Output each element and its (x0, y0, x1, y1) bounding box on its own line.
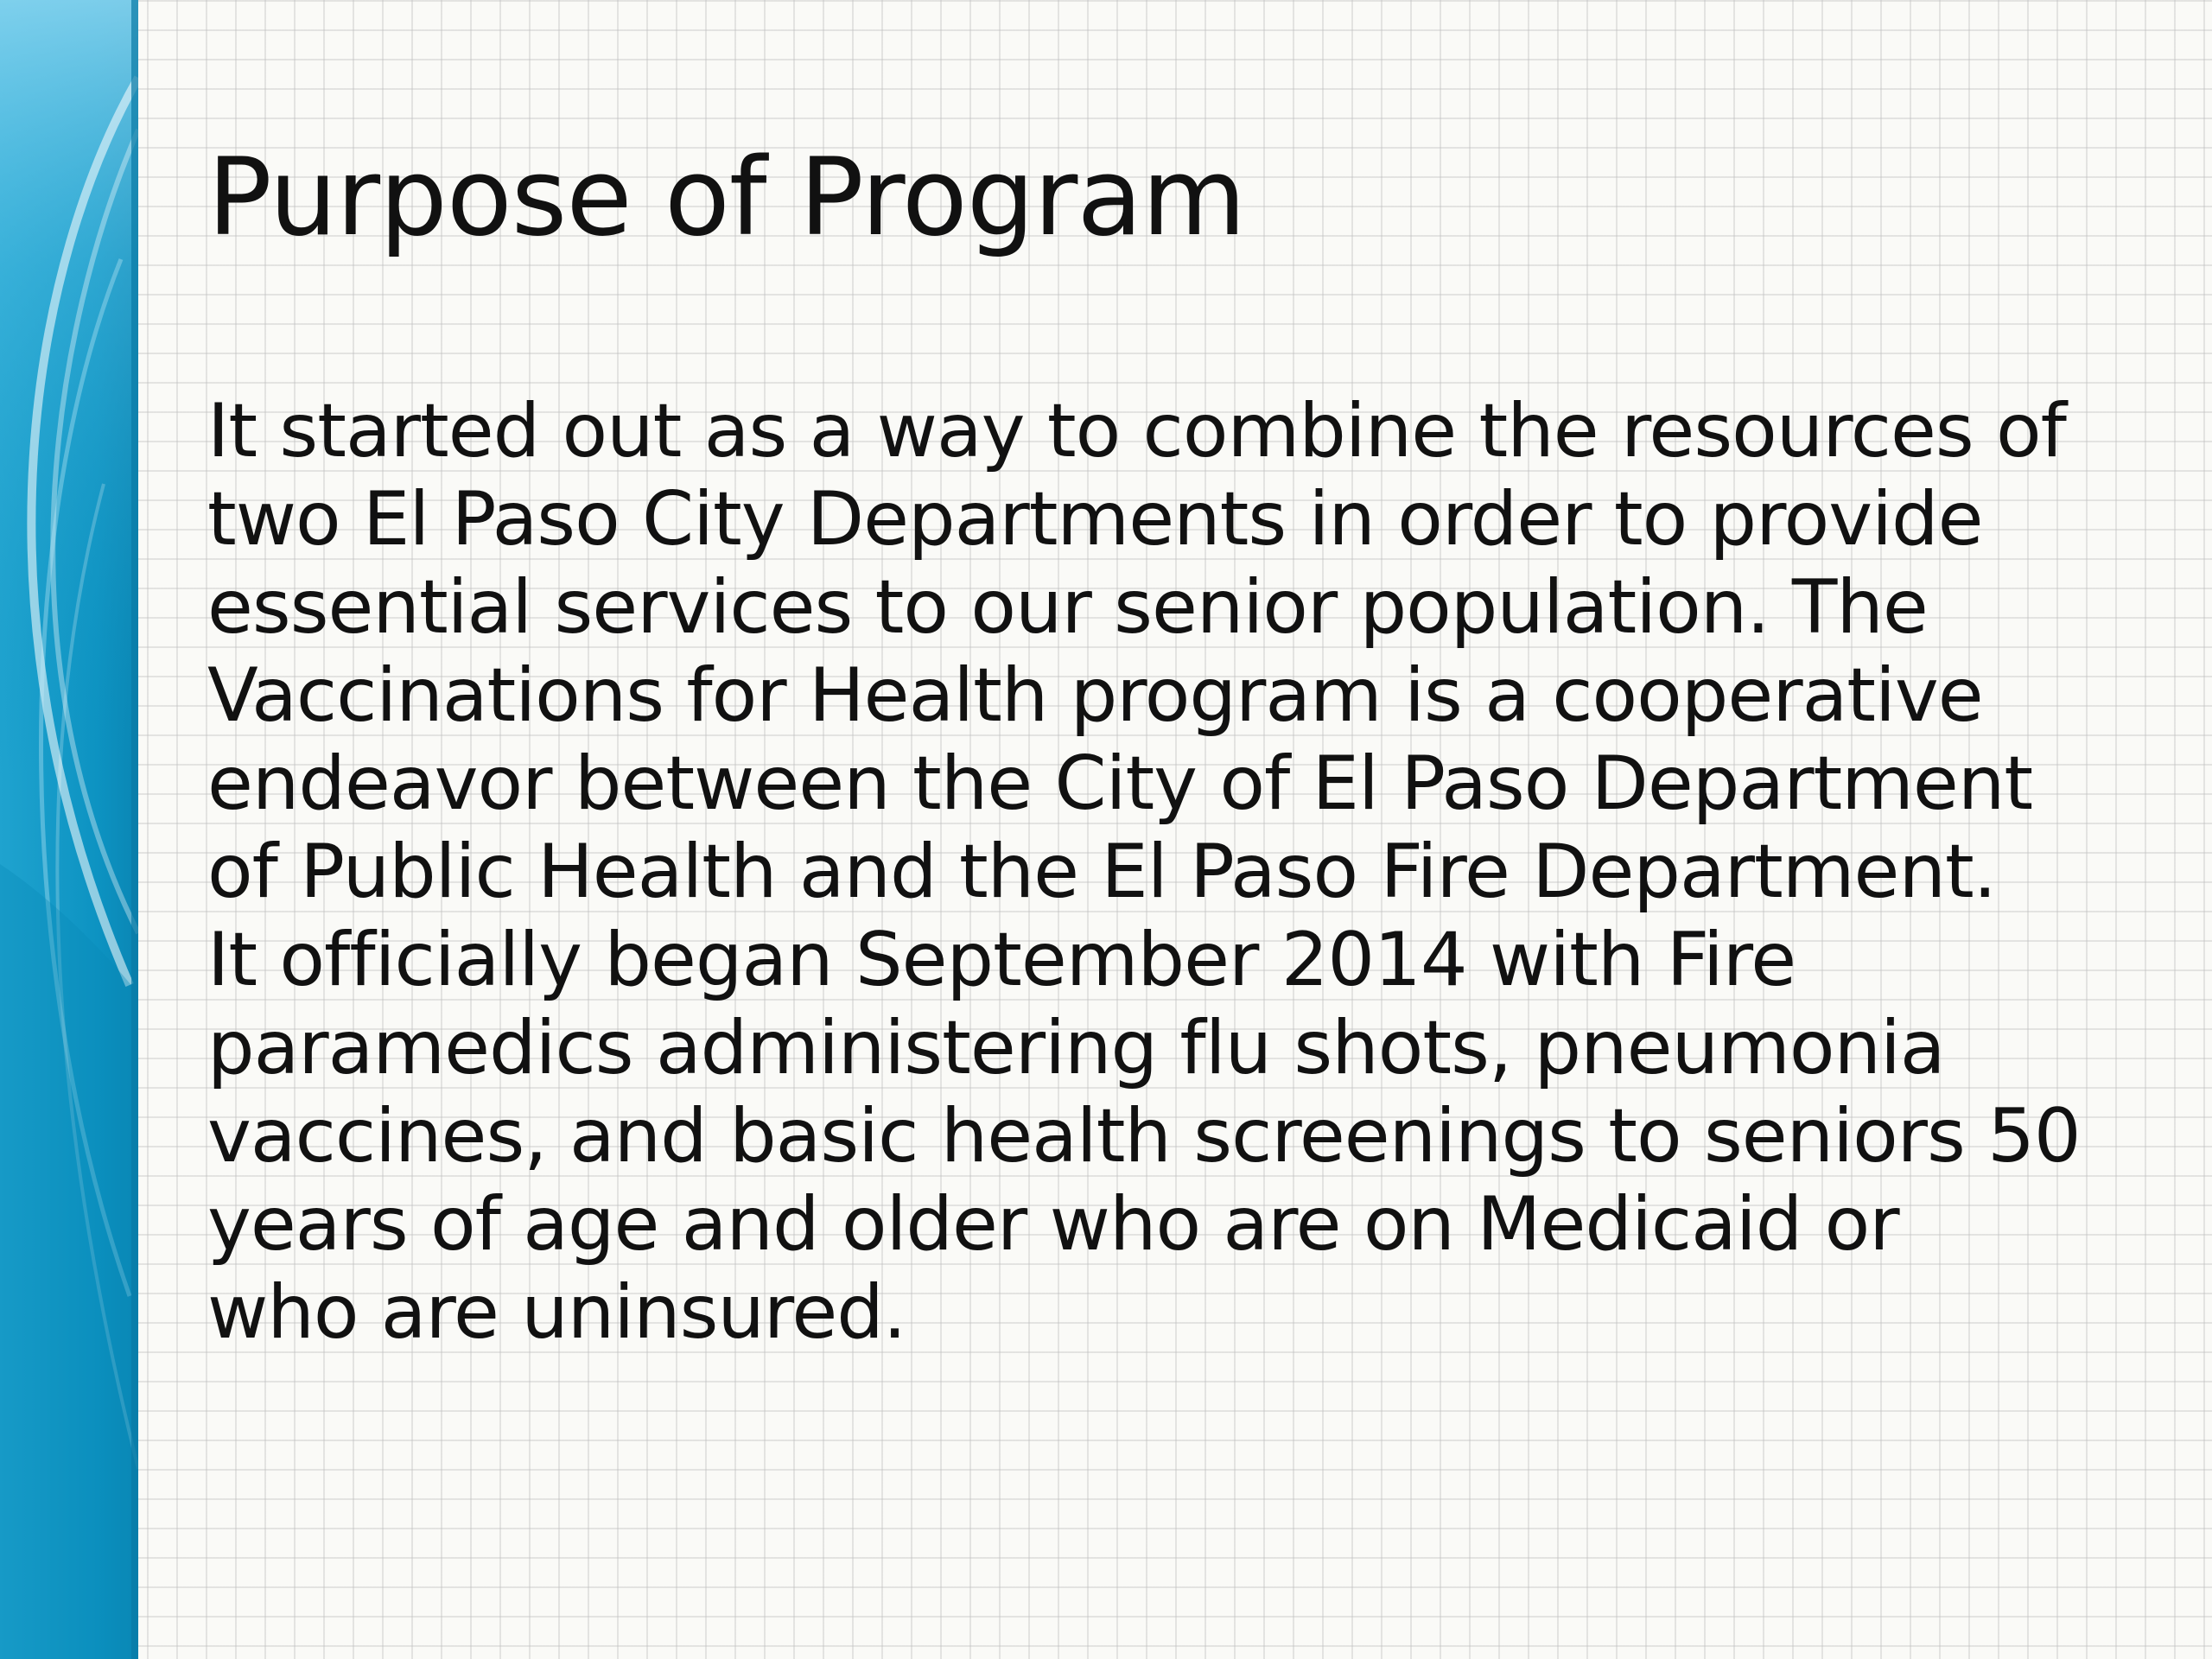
body-line: vaccines, and basic health screenings to seniors 50 (207, 1093, 2081, 1179)
body-line: essential services to our senior population. The (207, 564, 1928, 651)
slide-title: Purpose of Program (207, 136, 1246, 260)
body-line: who are uninsured. (207, 1269, 906, 1356)
body-line: two El Paso City Departments in order to provide (207, 476, 1983, 563)
body-line: endeavor between the City of El Paso Department (207, 741, 2033, 827)
decorative-side-band (0, 0, 138, 1659)
body-line: paramedics administering flu shots, pneumonia (207, 1005, 1945, 1091)
body-line: It officially began September 2014 with Fire (207, 917, 1796, 1003)
body-line: years of age and older who are on Medicaid or (207, 1181, 1899, 1268)
slide-body-text (207, 387, 2108, 1357)
body-line: It started out as a way to combine the resources of (207, 388, 2066, 474)
body-line: of Public Health and the El Paso Fire Department. (207, 829, 1997, 915)
body-line: Vaccinations for Health program is a cooperative (207, 652, 1983, 739)
